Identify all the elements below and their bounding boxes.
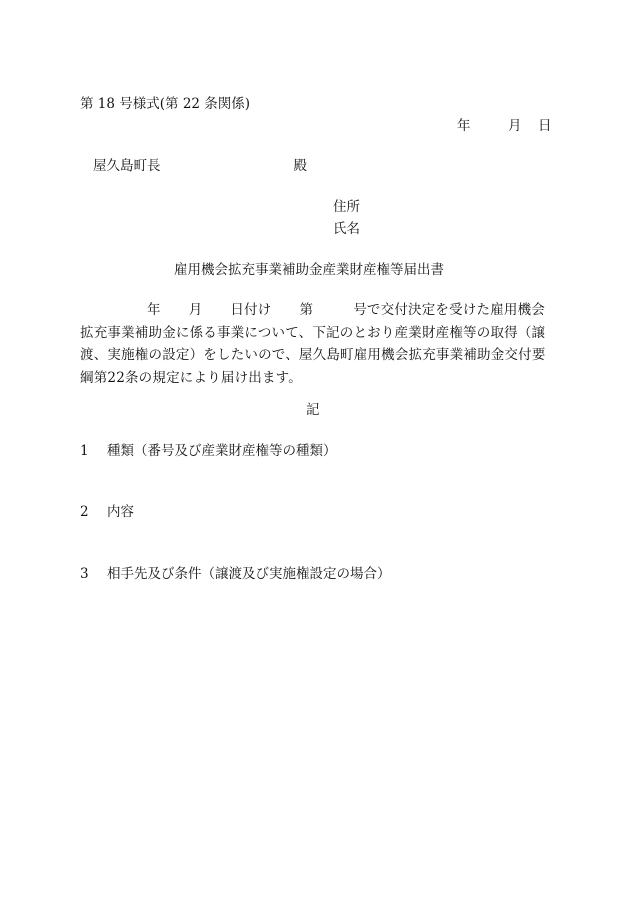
date-line [457,118,552,134]
item-label: 相手先及び条件（譲渡及び実施権設定の場合） [107,566,391,582]
date-day: 日 [538,118,552,134]
body-month: 月 [188,302,203,318]
body-year: 年 [147,302,161,318]
item-number: 3 [80,566,89,582]
list-item [80,566,391,582]
item-number: 1 [80,443,89,459]
body-dated: 日付け [230,302,272,318]
date-year: 年 [457,118,471,134]
address-label: 住所 [333,199,360,215]
list-item [80,443,337,459]
body-dai: 第 [299,302,314,318]
body-paragraph [80,299,555,389]
item-number: 2 [80,504,89,520]
list-item [80,504,134,520]
body-text: 号で交付決定を受けた雇用機会拡充事業補助金に係る事業について、下記のとおり産業財産権等の取得（譲渡、実施権の設定）をしたいので、屋久島町雇用機会拡充事業補助金交付要綱第22条の規定により届け出ます。 [80,302,546,386]
addressee [93,158,307,174]
item-label: 内容 [107,504,134,520]
form-number: 第 18 号様式(第 22 条関係) [80,96,251,112]
name-label: 氏名 [333,221,360,237]
date-month: 月 [508,118,522,134]
addressee-name: 屋久島町長 [93,158,161,174]
item-label: 種類（番号及び産業財産権等の種類） [107,443,337,459]
ki-heading: 記 [306,402,320,418]
document-title: 雇用機会拡充事業補助金産業財産権等届出書 [174,262,444,278]
addressee-honorific: 殿 [293,158,307,174]
